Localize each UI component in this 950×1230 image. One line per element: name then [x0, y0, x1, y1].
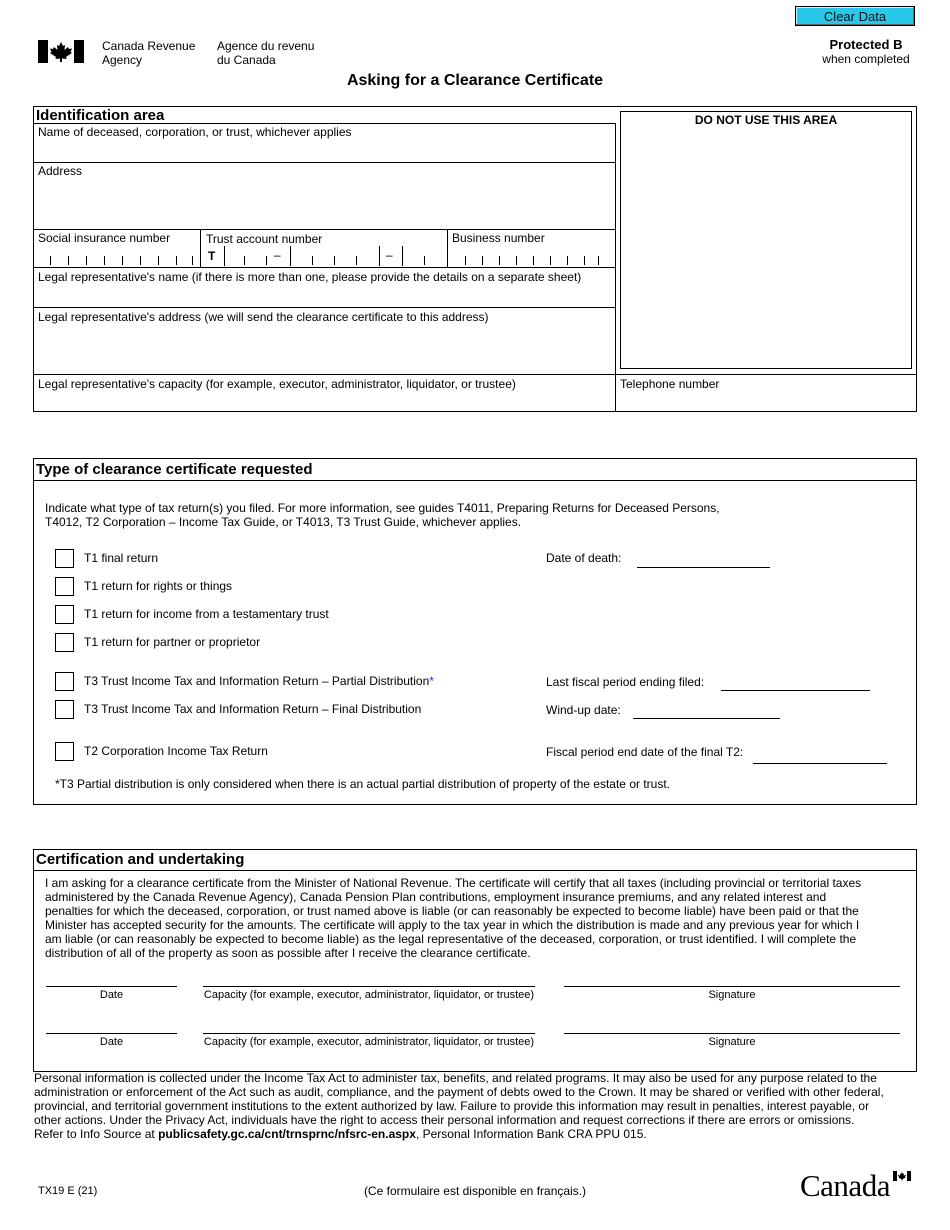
fiscal-t2-field[interactable]: [753, 747, 887, 764]
signature-label-1: Signature: [708, 989, 756, 1001]
t2-checkbox[interactable]: [55, 742, 74, 761]
business-number-label: Business number: [452, 231, 545, 245]
date-of-death-label: Date of death:: [546, 551, 622, 565]
date-field-2[interactable]: [46, 1015, 177, 1034]
rep-address-label: Legal representative's address (we will send the clearance certificate to this address): [38, 310, 489, 324]
t3-partial-label: T3 Trust Income Tax and Information Return – Partial Distribution*: [84, 674, 434, 688]
clearance-type-title: Type of clearance certificate requested: [36, 461, 313, 478]
identification-title: Identification area: [36, 107, 165, 124]
page-title: Asking for a Clearance Certificate: [346, 72, 604, 89]
t1-partner-label: T1 return for partner or proprietor: [84, 635, 261, 649]
rep-capacity-field[interactable]: [34, 392, 614, 411]
rep-capacity-label: Legal representative's capacity (for example, executor, administrator, liquidator, or trustee): [38, 377, 516, 391]
t1-rights-checkbox[interactable]: [55, 577, 74, 596]
when-completed-label: when completed: [822, 52, 910, 66]
trust-dash-1: –: [274, 248, 281, 262]
fiscal-t2-label: Fiscal period end date of the final T2:: [546, 745, 744, 759]
date-of-death-field[interactable]: [637, 551, 770, 568]
sin-field[interactable]: [40, 250, 195, 266]
address-field[interactable]: [34, 180, 614, 228]
capacity-label-1: Capacity (for example, executor, administrator, liquidator, or trustee): [203, 989, 535, 1001]
sin-label: Social insurance number: [38, 231, 171, 245]
signature-label-2: Signature: [708, 1036, 756, 1048]
privacy-notice: Personal information is collected under the Income Tax Act to administer tax, benefits, and related programs. It may also be used for any purpose related to the administration or enforcement of the Act such as audit, compliance, and the payment of debts owed to the Crown. It may be shared or verified with other federal, provincial, and territorial government institutions to the extent authorized by law. Failure to provide this information may result in penalties, interest payable, or other actions. Under the Privacy Act, individuals have the right to access their personal information and request corrections if there are errors or omissions. Refer to Info Source at publicsafety.gc.ca/cnt/trnsprnc/nfsrc-en.aspx, Personal Information Bank CRA PPU 015.: [34, 1071, 884, 1141]
clear-data-button[interactable]: Clear Data: [795, 6, 915, 26]
do-not-use-area: [620, 111, 912, 369]
capacity-label-2: Capacity (for example, executor, administrator, liquidator, or trustee): [203, 1036, 535, 1048]
do-not-use-label: DO NOT USE THIS AREA: [694, 113, 838, 127]
name-label: Name of deceased, corporation, or trust, whichever applies: [38, 125, 352, 139]
date-field-1[interactable]: [46, 968, 177, 987]
clearance-intro: Indicate what type of tax return(s) you filed. For more information, see guides T4011, Preparing Returns for Deceased Persons, T4012, T2 Corporation – Income Tax Guide, or T4013, T3 Trust Guide, whichever applies.: [45, 501, 720, 529]
t3-final-checkbox[interactable]: [55, 700, 74, 719]
windup-label: Wind-up date:: [546, 703, 621, 717]
capacity-field-2[interactable]: [203, 1015, 535, 1034]
wordmark-flag-icon: [893, 1171, 911, 1181]
t1-rights-label: T1 return for rights or things: [84, 579, 233, 593]
protected-label: Protected B: [829, 37, 903, 52]
rep-address-field[interactable]: [34, 325, 614, 373]
windup-field[interactable]: [633, 703, 780, 719]
date-label-2: Date: [99, 1036, 124, 1048]
t3-final-label: T3 Trust Income Tax and Information Return – Final Distribution: [84, 702, 422, 716]
signature-field-2[interactable]: [564, 1015, 900, 1034]
canada-flag-icon: [38, 40, 84, 63]
trust-prefix: T: [208, 249, 216, 263]
form-number: TX19 E (21): [38, 1185, 98, 1197]
t1-partner-checkbox[interactable]: [55, 633, 74, 652]
french-availability-note: (Ce formulaire est disponible en français.): [363, 1184, 587, 1198]
t1-final-checkbox[interactable]: [55, 549, 74, 568]
trust-dash-2: –: [386, 248, 393, 262]
t1-final-label: T1 final return: [84, 551, 159, 565]
address-label: Address: [38, 164, 83, 178]
telephone-label: Telephone number: [620, 377, 720, 391]
canada-wordmark: Canada: [800, 1168, 915, 1204]
info-source-link[interactable]: publicsafety.gc.ca/cnt/trnsprnc/nfsrc-en.aspx: [158, 1127, 416, 1141]
agency-name-en: Canada Revenue Agency: [102, 39, 196, 67]
name-field[interactable]: [34, 140, 614, 161]
t1-testamentary-checkbox[interactable]: [55, 605, 74, 624]
date-label-1: Date: [99, 989, 124, 1001]
t2-label: T2 Corporation Income Tax Return: [84, 744, 268, 758]
t3-footnote: *T3 Partial distribution is only considered when there is an actual partial distribution of property of the estate or trust.: [55, 777, 670, 791]
certification-title: Certification and undertaking: [36, 851, 245, 868]
trust-account-label: Trust account number: [206, 232, 323, 246]
t3-partial-checkbox[interactable]: [55, 672, 74, 691]
telephone-field[interactable]: [618, 392, 915, 411]
certification-text: I am asking for a clearance certificate from the Minister of National Revenue. The certificate will certify that all taxes (including provincial or territorial taxes administered by the Canada Revenue Agency), Canada Pension Plan contributions, employment insurance premiums, and any related interest and penalties for which the deceased, corporation, or trust named above is liable (or can reasonably be expected to become liable) have been paid or that the Minister has accepted security for the amounts. The certificate will apply to the tax year in which the distribution is made and any previous year for which I am liable (or can reasonably be expected to become liable) as the legal representative of the deceased, corporation, or trust identified. I will complete the distribution of all of the property as soon as possible after I receive the clearance certificate.: [45, 876, 862, 960]
t1-testamentary-label: T1 return for income from a testamentary trust: [84, 607, 329, 621]
capacity-field-1[interactable]: [203, 968, 535, 987]
trust-account-field[interactable]: [204, 245, 446, 266]
rep-name-label: Legal representative's name (if there is more than one, please provide the details on a separate sheet): [38, 270, 582, 284]
rep-name-field[interactable]: [34, 285, 614, 306]
agency-name-fr: Agence du revenu du Canada: [217, 39, 315, 67]
signature-field-1[interactable]: [564, 968, 900, 987]
last-fiscal-label: Last fiscal period ending filed:: [546, 675, 705, 689]
last-fiscal-field[interactable]: [721, 675, 870, 691]
business-number-field[interactable]: [450, 250, 612, 266]
